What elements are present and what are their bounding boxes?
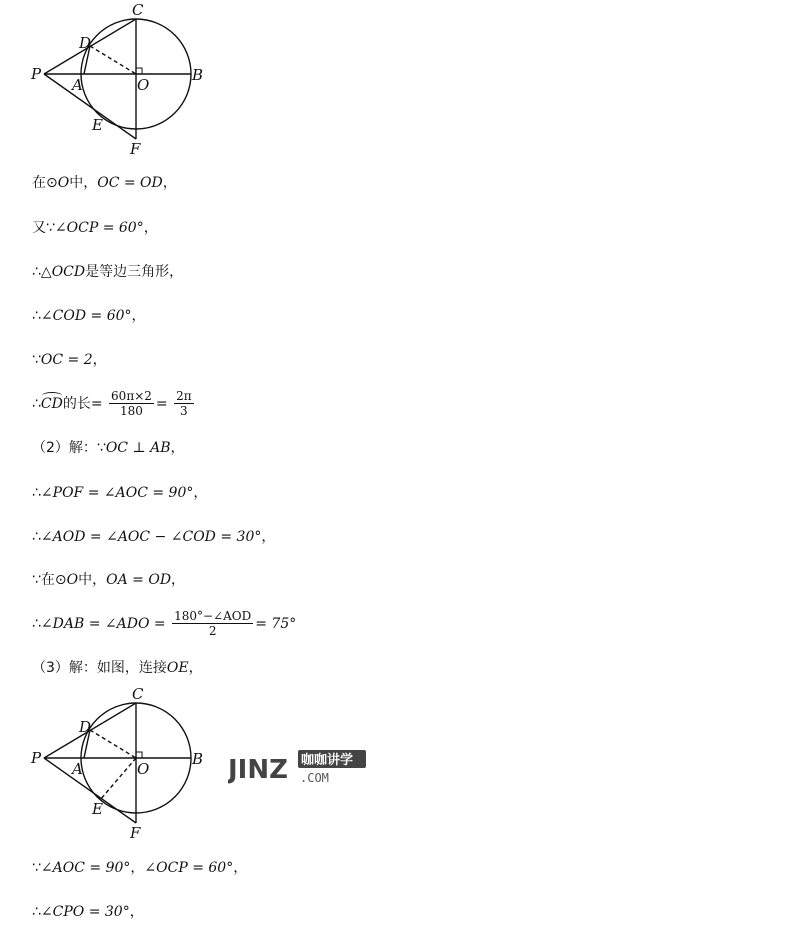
text-line-3: ∴△OCD是等边三角形， — [32, 264, 184, 280]
label-p: P — [31, 65, 42, 83]
right-angle-mark — [136, 68, 142, 74]
line-do-dashed — [90, 46, 136, 74]
label-b: B — [192, 66, 204, 84]
label-a: A — [72, 76, 83, 94]
text-line-4: ∴∠COD = 60°， — [32, 308, 146, 324]
label-d: D — [79, 718, 92, 736]
fraction-3: $\frac{\text{180°−∠AOD}}{2}$ — [174, 609, 252, 638]
line-pf — [44, 758, 136, 823]
label-b: B — [192, 750, 204, 768]
text-line-13: ∵∠AOC = 90°，∠OCP = 60°， — [32, 860, 248, 876]
label-c: C — [132, 688, 144, 703]
line-do-dashed — [90, 730, 136, 758]
text-line-9: ∴∠AOD = ∠AOC − ∠COD = 30°， — [32, 529, 276, 545]
label-f: F — [130, 140, 141, 158]
text-line-14: ∴∠CPO = 30°， — [32, 904, 144, 920]
label-f: F — [130, 824, 141, 842]
label-o: O — [137, 760, 150, 778]
line-oe-dashed — [100, 758, 136, 800]
label-d: D — [79, 34, 92, 52]
text-line-7: （2）解：∵OC ⊥ AB， — [32, 440, 185, 456]
right-angle-mark — [136, 752, 142, 758]
text-line-8: ∴∠POF = ∠AOC = 90°， — [32, 485, 208, 501]
text-line-6-arc-length: ∴CD的长= $\frac{60\pi\times 2}{180}$ = $\frac{2\pi}{3}$ — [32, 389, 192, 418]
watermark-brand: JINZ — [228, 755, 288, 785]
text-line-11-angle-dab: ∴∠DAB = ∠ADO = $\frac{\text{180°−∠AOD}}{2}$ = 75° — [32, 609, 297, 638]
geometry-figure-1 — [28, 4, 218, 164]
watermark-cn: 咖咖讲学 — [301, 753, 354, 768]
geometry-figure-2 — [28, 688, 218, 848]
text-line-1: 在⊙O中，OC = OD， — [32, 175, 177, 191]
label-e: E — [92, 800, 103, 818]
text-line-5: ∵OC = 2， — [32, 352, 107, 368]
label-c: C — [132, 4, 144, 19]
watermark-domain: .COM — [300, 771, 329, 785]
label-e: E — [92, 116, 103, 134]
text-line-10: ∵在⊙O中，OA = OD， — [32, 572, 186, 588]
text-line-12: （3）解：如图，连接OE， — [32, 660, 203, 676]
text-line-2: 又∵∠OCP = 60°， — [32, 220, 158, 236]
label-o: O — [137, 76, 150, 94]
fraction-1: $\frac{60\pi\times 2}{180}$ — [111, 389, 152, 418]
arc-cd: CD — [40, 396, 63, 412]
label-p: P — [31, 749, 42, 767]
line-pf — [44, 74, 136, 139]
label-a: A — [72, 760, 83, 778]
fraction-2: $\frac{2\pi}{3}$ — [176, 389, 192, 418]
watermark-logo — [228, 748, 368, 788]
